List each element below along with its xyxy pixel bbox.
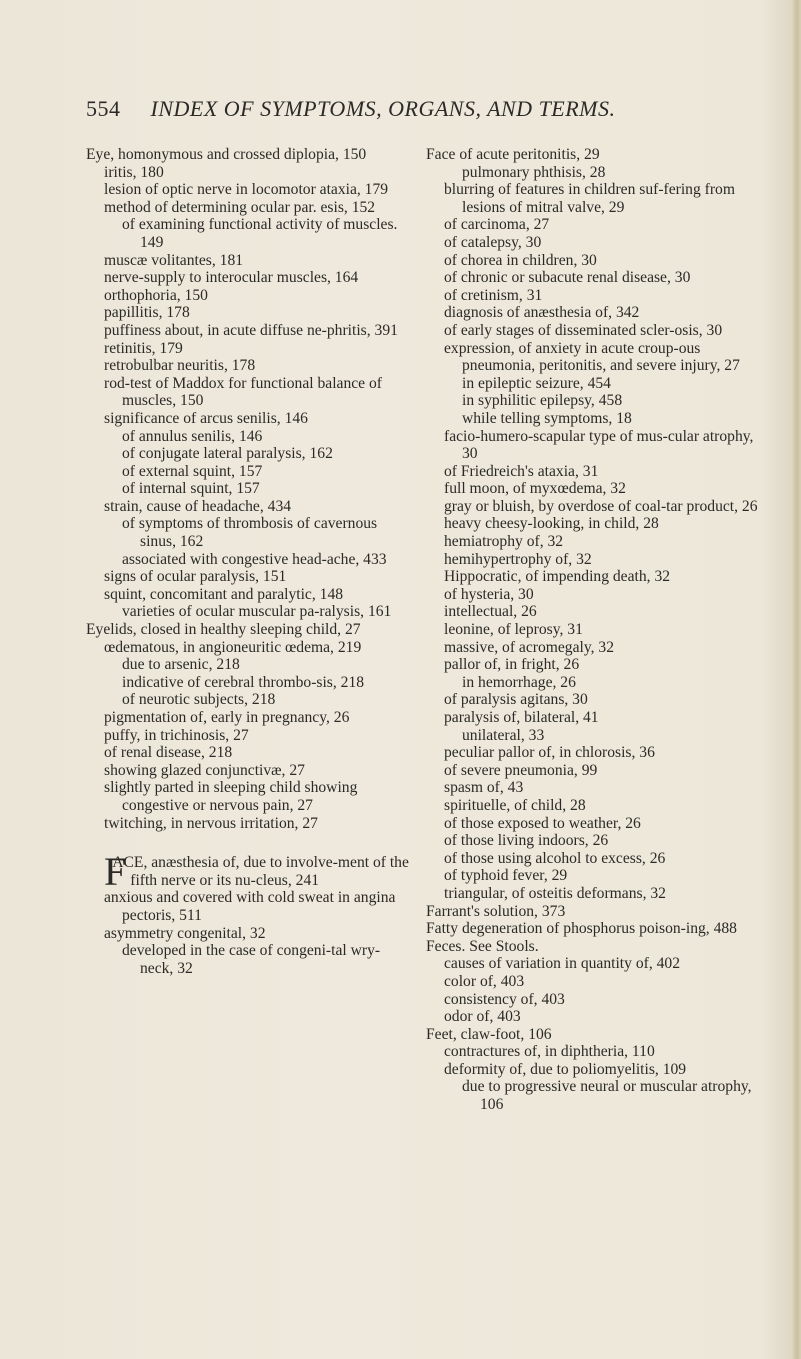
index-entry: of paralysis agitans, 30 bbox=[444, 691, 588, 709]
index-entry: of catalepsy, 30 bbox=[444, 233, 542, 251]
index-entry: spasm of, 43 bbox=[444, 779, 524, 797]
index-entry: in hemorrhage, 26 bbox=[462, 673, 576, 691]
face-entry-text: ACE, anæsthesia of, due to involve-ment of the fifth nerve or its nu-cleus, 241 bbox=[112, 854, 409, 889]
left-column bbox=[86, 146, 412, 977]
index-entry: diagnosis of anæsthesia of, 342 bbox=[444, 304, 640, 322]
index-entry: spirituelle, of child, 28 bbox=[444, 796, 586, 814]
index-entry: odor of, 403 bbox=[444, 1008, 521, 1026]
index-entry: papillitis, 178 bbox=[104, 304, 190, 322]
index-entry: Eyelids, closed in healthy sleeping child, 27 bbox=[86, 621, 361, 639]
index-entry: paralysis of, bilateral, 41 bbox=[444, 709, 599, 726]
page-number: 554 bbox=[86, 96, 121, 121]
index-entry: indicative of cerebral thrombo-sis, 218 bbox=[122, 673, 365, 691]
index-entry: signs of ocular paralysis, 151 bbox=[104, 568, 287, 586]
face-entry bbox=[86, 849, 412, 895]
index-entry: squint, concomitant and paralytic, 148 bbox=[104, 585, 344, 603]
index-entry: Face of acute peritonitis, 29 bbox=[426, 146, 600, 163]
index-entry: triangular, of osteitis deformans, 32 bbox=[444, 884, 666, 902]
index-entry: of internal squint, 157 bbox=[122, 480, 260, 498]
index-entry: of chronic or subacute renal disease, 30 bbox=[444, 269, 691, 287]
index-entry: contractures of, in diphtheria, 110 bbox=[444, 1043, 655, 1061]
page-header bbox=[86, 96, 761, 122]
index-entry: showing glazed conjunctivæ, 27 bbox=[104, 761, 305, 779]
index-entry: puffy, in trichinosis, 27 bbox=[104, 726, 249, 744]
index-entry: pulmonary phthisis, 28 bbox=[462, 163, 606, 181]
index-entry: slightly parted in sleeping child showing congestive or nervous pain, 27 bbox=[104, 779, 358, 814]
index-entry: of cretinism, 31 bbox=[444, 286, 543, 304]
index-entry: of external squint, 157 bbox=[122, 462, 263, 480]
index-entry: unilateral, 33 bbox=[462, 726, 545, 744]
index-entry: of those living indoors, 26 bbox=[444, 832, 609, 850]
index-entry: significance of arcus senilis, 146 bbox=[104, 409, 308, 427]
index-entry: Feces. See Stools. bbox=[426, 937, 539, 955]
index-entry: twitching, in nervous irritation, 27 bbox=[104, 814, 318, 832]
index-entry: iritis, 180 bbox=[104, 163, 164, 181]
index-entry: of conjugate lateral paralysis, 162 bbox=[122, 445, 333, 463]
index-entry: hemihypertrophy of, 32 bbox=[444, 550, 592, 568]
index-entry: Fatty degeneration of phosphorus poison-ing, 488 bbox=[426, 920, 737, 938]
page-title: INDEX OF SYMPTOMS, ORGANS, AND TERMS. bbox=[150, 96, 616, 121]
index-entry: in epileptic seizure, 454 bbox=[462, 374, 611, 392]
index-entry: associated with congestive head-ache, 433 bbox=[122, 550, 387, 568]
index-entry: of severe pneumonia, 99 bbox=[444, 761, 598, 779]
index-entry: peculiar pallor of, in chlorosis, 36 bbox=[444, 744, 655, 762]
index-entry: deformity of, due to poliomyelitis, 109 bbox=[444, 1060, 687, 1078]
index-entry: due to arsenic, 218 bbox=[122, 656, 240, 674]
index-entry: expression, of anxiety in acute croup-ous pneumonia, peritonitis, and severe injury, 27 bbox=[444, 339, 740, 375]
index-entry: heavy cheesy-looking, in child, 28 bbox=[444, 515, 659, 533]
index-entry: color of, 403 bbox=[444, 972, 525, 990]
index-entry: due to progressive neural or muscular atrophy, 106 bbox=[462, 1078, 752, 1114]
index-entry: full moon, of myxœdema, 32 bbox=[444, 480, 626, 498]
index-entry: strain, cause of headache, 434 bbox=[104, 497, 292, 515]
index-entry: of chorea in children, 30 bbox=[444, 251, 597, 269]
right-column bbox=[426, 146, 758, 1114]
index-entry: of examining functional activity of muscles. 149 bbox=[122, 216, 398, 251]
index-entry: anxious and covered with cold sweat in angina pectoris, 511 bbox=[104, 889, 396, 924]
index-entry: while telling symptoms, 18 bbox=[462, 409, 632, 427]
index-entry: consistency of, 403 bbox=[444, 990, 565, 1008]
index-entry: of early stages of disseminated scler-osis, 30 bbox=[444, 321, 723, 339]
index-entry: in syphilitic epilepsy, 458 bbox=[462, 392, 623, 410]
index-entry: varieties of ocular muscular pa-ralysis, 161 bbox=[122, 603, 392, 621]
index-entry: of typhoid fever, 29 bbox=[444, 867, 568, 885]
index-entry: puffiness about, in acute diffuse ne-phritis, 391 bbox=[104, 321, 398, 339]
index-entry: Feet, claw-foot, 106 bbox=[426, 1025, 552, 1043]
index-entry: of hysteria, 30 bbox=[444, 585, 534, 603]
index-entry: developed in the case of congeni-tal wry-neck, 32 bbox=[122, 942, 381, 977]
index-entry: Hippocratic, of impending death, 32 bbox=[444, 568, 671, 586]
index-entry: asymmetry congenital, 32 bbox=[104, 924, 266, 942]
index-entry: leonine, of leprosy, 31 bbox=[444, 621, 583, 639]
index-entry: rod-test of Maddox for functional balance of muscles, 150 bbox=[104, 374, 382, 410]
index-entry: facio-humero-scapular type of mus-cular atrophy, 30 bbox=[444, 427, 754, 463]
index-entry: intellectual, 26 bbox=[444, 603, 537, 621]
index-entry: muscæ volitantes, 181 bbox=[104, 251, 244, 269]
index-entry: orthophoria, 150 bbox=[104, 286, 208, 304]
index-entry: Farrant's solution, 373 bbox=[426, 902, 566, 920]
index-entry: gray or bluish, by overdose of coal-tar product, 26 bbox=[444, 497, 758, 515]
index-entry: pallor of, in fright, 26 bbox=[444, 656, 580, 674]
index-entry: causes of variation in quantity of, 402 bbox=[444, 955, 681, 973]
index-entry: pigmentation of, early in pregnancy, 26 bbox=[104, 709, 350, 726]
index-entry: Eye, homonymous and crossed diplopia, 150 bbox=[86, 146, 367, 163]
index-entry: of neurotic subjects, 218 bbox=[122, 691, 276, 709]
drop-cap: F bbox=[104, 849, 127, 895]
index-entry: retrobulbar neuritis, 178 bbox=[104, 357, 256, 375]
index-entry: blurring of features in children suf-fering from lesions of mitral valve, 29 bbox=[444, 181, 735, 216]
page-edge bbox=[791, 0, 801, 1359]
index-entry: retinitis, 179 bbox=[104, 339, 183, 357]
index-entry: hemiatrophy of, 32 bbox=[444, 533, 564, 551]
index-entry: nerve-supply to interocular muscles, 164 bbox=[104, 269, 359, 287]
index-entry: of those exposed to weather, 26 bbox=[444, 814, 641, 832]
index-entry: of Friedreich's ataxia, 31 bbox=[444, 462, 599, 480]
index-entry: lesion of optic nerve in locomotor ataxia, 179 bbox=[104, 181, 389, 199]
index-entry: massive, of acromegaly, 32 bbox=[444, 638, 615, 656]
index-entry: œdematous, in angioneuritic œdema, 219 bbox=[104, 638, 362, 656]
index-entry: of those using alcohol to excess, 26 bbox=[444, 849, 666, 867]
index-entry: method of determining ocular par. esis, 152 bbox=[104, 198, 376, 216]
index-entry: of annulus senilis, 146 bbox=[122, 427, 263, 445]
index-entry: of symptoms of thrombosis of cavernous sinus, 162 bbox=[122, 515, 378, 551]
index-entry: of carcinoma, 27 bbox=[444, 216, 550, 234]
index-entry: of renal disease, 218 bbox=[104, 744, 233, 762]
